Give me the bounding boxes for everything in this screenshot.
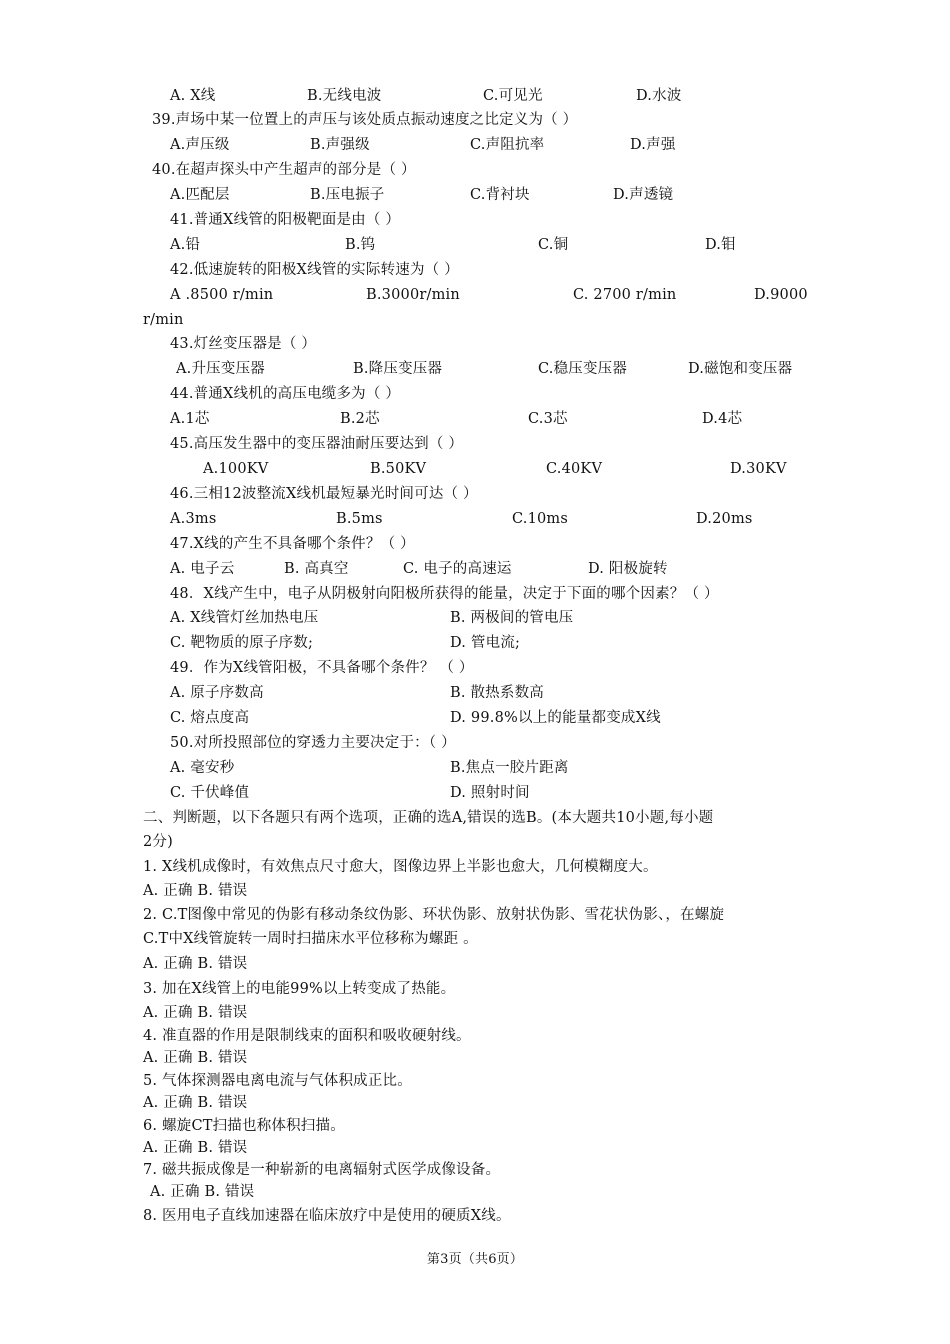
- option-b: B.2芯: [340, 411, 380, 427]
- option-d: D.声强: [630, 137, 676, 153]
- option-c: C.铜: [538, 237, 569, 253]
- option-d: D. 管电流;: [450, 635, 521, 651]
- option-c: C. 电子的高速运: [403, 561, 512, 577]
- option-c: C.背衬块: [470, 187, 530, 203]
- q42-option-d-wrap: r/min: [143, 312, 184, 328]
- section-heading-cont: 2分): [143, 834, 173, 850]
- option-c: C.10ms: [512, 511, 569, 527]
- q48-options-row2: [0, 633, 950, 653]
- option-c: C. 熔点度高: [170, 710, 250, 726]
- tf-answer-5: A. 正确 B. 错误: [143, 1095, 248, 1111]
- tf-answer-3: A. 正确 B. 错误: [143, 1005, 248, 1021]
- q39-options: [0, 135, 950, 155]
- option-c: C. 2700 r/min: [573, 287, 677, 303]
- option-b: B.压电振子: [310, 187, 385, 203]
- q47-options: [0, 559, 950, 579]
- option-c: C.可见光: [483, 88, 543, 104]
- tf-question-4: 4. 准直器的作用是限制线束的面积和吸收硬射线。: [143, 1028, 471, 1044]
- tf-question-1: 1. X线机成像时，有效焦点尺寸愈大，图像边界上半影也愈大，几何模糊度大。: [143, 859, 658, 875]
- option-d: D. 99.8%以上的能量都变成X线: [450, 710, 661, 726]
- option-d: D.钼: [705, 237, 736, 253]
- q50-stem: 50.对所投照部位的穿透力主要决定于：（ ）: [170, 735, 456, 751]
- option-c: C.声阻抗率: [470, 137, 545, 153]
- q50-options-row2: [0, 783, 950, 803]
- q41-options: [0, 235, 950, 255]
- option-d: D. 阳极旋转: [588, 561, 668, 577]
- q40-options: [0, 185, 950, 205]
- option-c: C.稳压变压器: [538, 361, 628, 377]
- option-a: A.匹配层: [170, 187, 230, 203]
- q44-stem: 44.普通X线机的高压电缆多为（ ）: [170, 386, 401, 402]
- q41-stem: 41.普通X线管的阳极靶面是由（ ）: [170, 212, 401, 228]
- option-b: B.无线电波: [307, 88, 382, 104]
- option-a: A.100KV: [203, 461, 269, 477]
- option-a: A. 毫安秒: [170, 760, 235, 776]
- option-b: B. 两极间的管电压: [450, 610, 574, 626]
- option-b: B. 高真空: [284, 561, 349, 577]
- q46-options: [0, 509, 950, 529]
- option-d: D. 照射时间: [450, 785, 530, 801]
- q48-stem: 48．X线产生中，电子从阴极射向阳极所获得的能量，决定于下面的哪个因素？（ ）: [170, 586, 719, 602]
- option-c: C. 靶物质的原子序数;: [170, 635, 314, 651]
- q48-options-row1: [0, 608, 950, 628]
- option-d: D.9000: [754, 287, 808, 303]
- option-b: B.焦点一胶片距离: [450, 760, 569, 776]
- option-b: B.3000r/min: [366, 287, 460, 303]
- option-a: A.1芯: [170, 411, 210, 427]
- q47-stem: 47.X线的产生不具备哪个条件？（ ）: [170, 536, 415, 552]
- option-a: A.升压变压器: [176, 361, 265, 377]
- option-b: B.5ms: [336, 511, 383, 527]
- tf-question-2-cont: C.T中X线管旋转一周时扫描床水平位移称为螺距 。: [143, 931, 478, 947]
- q49-options-row1: [0, 683, 950, 703]
- option-b: B.声强级: [310, 137, 370, 153]
- page-footer: 第3页（共6页）: [426, 1252, 524, 1267]
- option-a: A. X线: [170, 88, 216, 104]
- option-d: D.30KV: [730, 461, 787, 477]
- q42-options: [0, 285, 950, 305]
- option-d: D.4芯: [702, 411, 743, 427]
- option-a: A.铅: [170, 237, 201, 253]
- q40-stem: 40.在超声探头中产生超声的部分是（ ）: [152, 162, 416, 178]
- q43-stem: 43.灯丝变压器是（ ）: [170, 336, 317, 352]
- tf-question-6: 6. 螺旋CT扫描也称体积扫描。: [143, 1118, 345, 1134]
- option-a: A. 电子云: [170, 561, 235, 577]
- option-b: B. 散热系数高: [450, 685, 544, 701]
- option-a: A. X线管灯丝加热电压: [170, 610, 319, 626]
- option-d: D.20ms: [696, 511, 753, 527]
- option-a: A.声压级: [170, 137, 230, 153]
- q43-options: [0, 359, 950, 379]
- option-c: C.3芯: [528, 411, 568, 427]
- tf-question-7: 7. 磁共振成像是一种崭新的电离辐射式医学成像设备。: [143, 1162, 501, 1178]
- option-d: D.磁饱和变压器: [688, 361, 793, 377]
- option-a: A. 原子序数高: [170, 685, 264, 701]
- option-d: D.水波: [636, 88, 682, 104]
- option-d: D.声透镜: [613, 187, 674, 203]
- q38-options: [0, 86, 950, 106]
- option-c: C. 千伏峰值: [170, 785, 250, 801]
- tf-answer-6: A. 正确 B. 错误: [143, 1140, 248, 1156]
- tf-answer-4: A. 正确 B. 错误: [143, 1050, 248, 1066]
- tf-answer-1: A. 正确 B. 错误: [143, 883, 248, 899]
- q42-stem: 42.低速旋转的阳极X线管的实际转速为（ ）: [170, 262, 459, 278]
- tf-answer-7: A. 正确 B. 错误: [150, 1184, 255, 1200]
- tf-answer-2: A. 正确 B. 错误: [143, 956, 248, 972]
- tf-question-8: 8. 医用电子直线加速器在临床放疗中是使用的硬质X线。: [143, 1208, 511, 1224]
- section-heading: 二、判断题，以下各题只有两个选项，正确的选A,错误的选B。(本大题共10小题,每小题: [143, 810, 714, 826]
- option-a: A .8500 r/min: [170, 287, 274, 303]
- q49-options-row2: [0, 708, 950, 728]
- q44-options: [0, 409, 950, 429]
- q46-stem: 46.三相12波整流X线机最短暴光时间可达（ ）: [170, 486, 478, 502]
- q50-options-row1: [0, 758, 950, 778]
- option-b: B.降压变压器: [353, 361, 443, 377]
- q49-stem: 49．作为X线管阳极，不具备哪个条件？ （ ）: [170, 660, 474, 676]
- option-a: A.3ms: [170, 511, 217, 527]
- option-c: C.40KV: [546, 461, 603, 477]
- option-b: B.50KV: [370, 461, 427, 477]
- tf-question-2: 2. C.T图像中常见的伪影有移动条纹伪影、环状伪影、放射状伪影、雪花状伪影、，在螺旋: [143, 907, 725, 923]
- q45-stem: 45.高压发生器中的变压器油耐压要达到（ ）: [170, 436, 464, 452]
- tf-question-5: 5. 气体探测器电离电流与气体积成正比。: [143, 1073, 412, 1089]
- option-b: B.钨: [345, 237, 376, 253]
- q45-options: [0, 459, 950, 479]
- tf-question-3: 3. 加在X线管上的电能99%以上转变成了热能。: [143, 981, 456, 997]
- q39-stem: 39.声场中某一位置上的声压与该处质点振动速度之比定义为（ ）: [152, 112, 578, 128]
